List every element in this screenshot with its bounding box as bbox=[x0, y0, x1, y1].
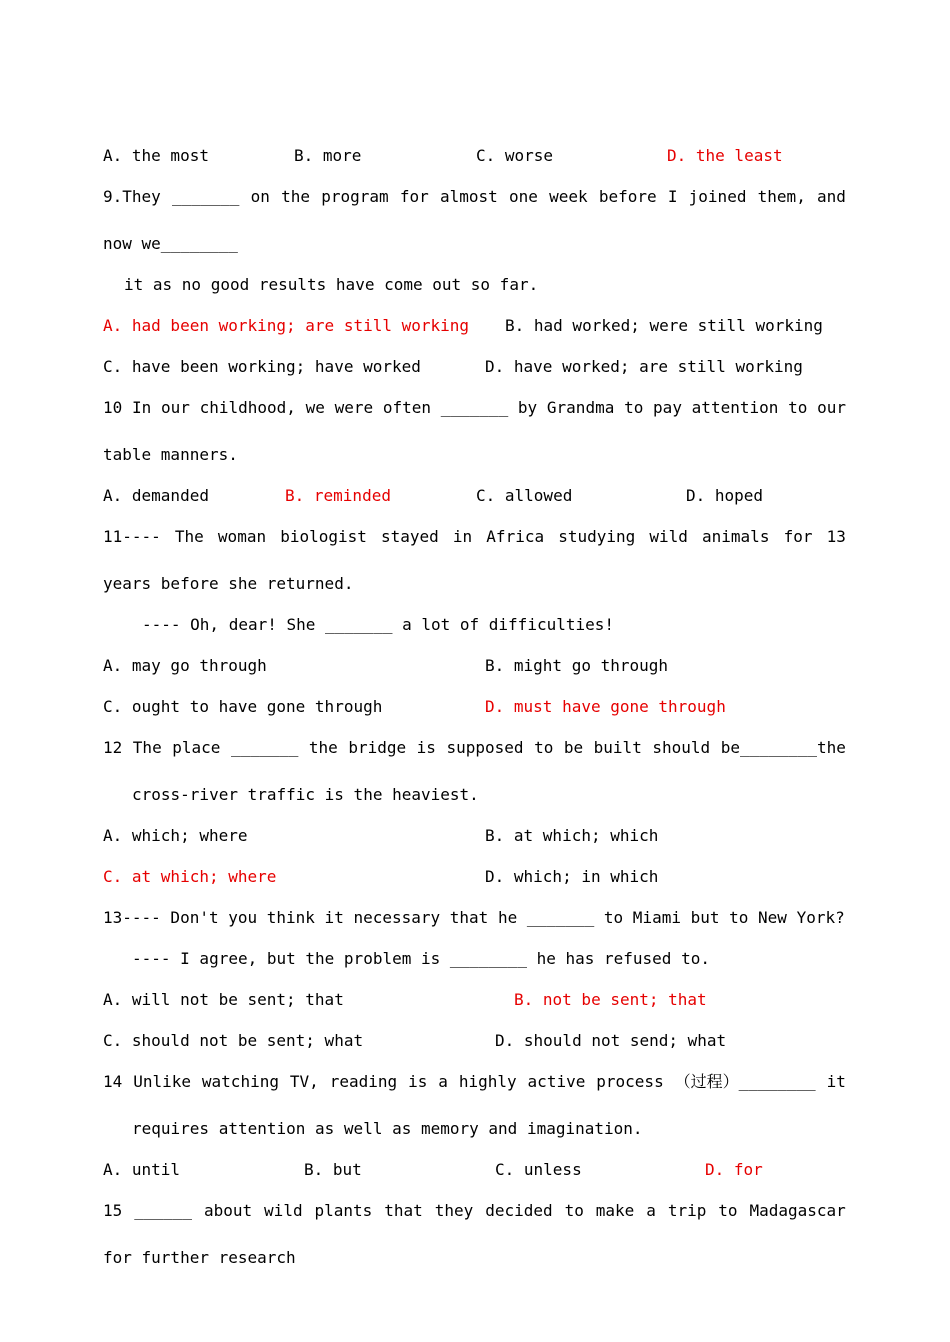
word: built bbox=[593, 738, 642, 757]
word: 14 bbox=[103, 1072, 123, 1091]
q15-question-line1 bbox=[103, 1201, 846, 1221]
q10-question-line1 bbox=[103, 398, 846, 418]
word: in bbox=[452, 527, 473, 546]
word: place bbox=[172, 738, 221, 757]
word: week bbox=[549, 187, 588, 206]
word: the bbox=[308, 738, 338, 757]
word: The bbox=[132, 738, 162, 757]
q11-question-line3: ---- Oh, dear! She _______ a lot of difficulties! bbox=[142, 615, 615, 634]
word: 13 bbox=[826, 527, 846, 546]
word: TV, bbox=[289, 1072, 319, 1091]
word: wild bbox=[264, 1201, 303, 1220]
word: our bbox=[817, 398, 846, 417]
word: is bbox=[416, 738, 436, 757]
q12-option-b: B. at which; which bbox=[485, 826, 659, 845]
q14-option-b: B. but bbox=[304, 1160, 362, 1179]
word: Unlike bbox=[133, 1072, 191, 1091]
word: Grandma bbox=[546, 398, 615, 417]
q11-option-a: A. may go through bbox=[103, 656, 267, 675]
q13-option-a: A. will not be sent; that bbox=[103, 990, 344, 1009]
word: attention bbox=[691, 398, 779, 417]
word: to bbox=[788, 398, 808, 417]
word: I bbox=[667, 187, 678, 206]
word: stayed bbox=[381, 527, 439, 546]
word: process bbox=[596, 1072, 664, 1091]
word: 15 bbox=[103, 1201, 123, 1220]
q10-option-c: C. allowed bbox=[476, 486, 573, 505]
q8-option-c: C. worse bbox=[476, 146, 554, 165]
q9-option-a-answer: A. had been working; are still working bbox=[103, 316, 470, 335]
word: be________the bbox=[720, 738, 846, 757]
q8-option-a: A. the most bbox=[103, 146, 209, 165]
word: the bbox=[281, 187, 311, 206]
word: make bbox=[595, 1201, 635, 1220]
word: Africa bbox=[486, 527, 545, 546]
word: plants bbox=[314, 1201, 373, 1220]
q11-question-line1 bbox=[103, 527, 846, 547]
q9-question-line3: it as no good results have come out so far. bbox=[124, 275, 539, 294]
word: _______ bbox=[230, 738, 299, 757]
word: watching bbox=[201, 1072, 279, 1091]
word: almost bbox=[439, 187, 498, 206]
q8-option-b: B. more bbox=[294, 146, 362, 165]
word: biologist bbox=[280, 527, 367, 546]
q13-option-c: C. should not be sent; what bbox=[103, 1031, 364, 1050]
word: childhood, bbox=[199, 398, 296, 417]
word: supposed bbox=[446, 738, 524, 757]
word: a bbox=[438, 1072, 448, 1091]
word: them, bbox=[757, 187, 806, 206]
word: to bbox=[534, 738, 554, 757]
q13-question-line2: ---- I agree, but the problem is ________ he has refused to. bbox=[132, 949, 710, 968]
word: In bbox=[131, 398, 152, 417]
q15-question-line2: for further research bbox=[103, 1248, 296, 1267]
word: our bbox=[160, 398, 190, 417]
word: joined bbox=[688, 187, 747, 206]
q14-option-a: A. until bbox=[103, 1160, 181, 1179]
word: a bbox=[646, 1201, 656, 1220]
q14-question-line1 bbox=[103, 1072, 846, 1092]
word: ______ bbox=[134, 1201, 192, 1220]
q10-option-b-answer: B. reminded bbox=[285, 486, 391, 505]
word: Madagascar bbox=[749, 1201, 846, 1220]
q14-option-c: C. unless bbox=[495, 1160, 582, 1179]
q12-question-line1 bbox=[103, 738, 846, 758]
word: _______ bbox=[172, 187, 240, 206]
word: 9.They bbox=[103, 187, 161, 206]
word: one bbox=[508, 187, 538, 206]
word: trip bbox=[667, 1201, 707, 1220]
word: pay bbox=[653, 398, 682, 417]
word: animals bbox=[702, 527, 770, 546]
word: about bbox=[203, 1201, 253, 1220]
q12-option-c-answer: C. at which; where bbox=[103, 867, 277, 886]
q14-option-d-answer: D. for bbox=[705, 1160, 763, 1179]
word: by bbox=[517, 398, 538, 417]
word: _______ bbox=[440, 398, 509, 417]
word: is bbox=[408, 1072, 428, 1091]
word: for bbox=[399, 187, 429, 206]
q12-question-line2: cross-river traffic is the heaviest. bbox=[132, 785, 479, 804]
word: be bbox=[563, 738, 584, 757]
q14-question-line2: requires attention as well as memory and imagination. bbox=[132, 1119, 643, 1138]
word: to bbox=[624, 398, 644, 417]
word: 12 bbox=[103, 738, 123, 757]
q10-question-line2: table manners. bbox=[103, 445, 238, 464]
q12-option-a: A. which; where bbox=[103, 826, 248, 845]
word: they bbox=[434, 1201, 474, 1220]
q11-option-b: B. might go through bbox=[485, 656, 669, 675]
q10-option-d: D. hoped bbox=[686, 486, 764, 505]
word: （过程）________ bbox=[674, 1072, 816, 1091]
q11-option-c: C. ought to have gone through bbox=[103, 697, 383, 716]
word: bridge bbox=[348, 738, 407, 757]
q12-option-d: D. which; in which bbox=[485, 867, 659, 886]
q9-option-b: B. had worked; were still working bbox=[505, 316, 823, 335]
word: often bbox=[382, 398, 432, 417]
word: woman bbox=[217, 527, 267, 546]
word: that bbox=[384, 1201, 423, 1220]
word: highly bbox=[458, 1072, 517, 1091]
word: The bbox=[174, 527, 204, 546]
q13-option-b-answer: B. not be sent; that bbox=[514, 990, 707, 1009]
q13-question-line1: 13---- Don't you think it necessary that he _______ to Miami but to New York? bbox=[103, 908, 845, 927]
word: active bbox=[527, 1072, 586, 1091]
word: before bbox=[598, 187, 657, 206]
word: we bbox=[305, 398, 325, 417]
word: and bbox=[817, 187, 846, 206]
q9-question-line1 bbox=[103, 187, 846, 207]
q11-question-line2: years before she returned. bbox=[103, 574, 354, 593]
word: program bbox=[321, 187, 389, 206]
word: for bbox=[783, 527, 813, 546]
word: wild bbox=[649, 527, 688, 546]
q9-option-d: D. have worked; are still working bbox=[485, 357, 803, 376]
word: 11---- bbox=[103, 527, 161, 546]
word: were bbox=[334, 398, 374, 417]
word: reading bbox=[329, 1072, 398, 1091]
q11-option-d-answer: D. must have gone through bbox=[485, 697, 726, 716]
q10-option-a: A. demanded bbox=[103, 486, 209, 505]
word: to bbox=[564, 1201, 584, 1220]
word: decided bbox=[485, 1201, 553, 1220]
q9-option-c: C. have been working; have worked bbox=[103, 357, 421, 376]
word: studying bbox=[558, 527, 636, 546]
word: it bbox=[826, 1072, 846, 1091]
word: to bbox=[718, 1201, 738, 1220]
word: on bbox=[250, 187, 270, 206]
word: 10 bbox=[103, 398, 123, 417]
word: should bbox=[652, 738, 711, 757]
q13-option-d: D. should not send; what bbox=[495, 1031, 727, 1050]
q9-question-line2: now we________ bbox=[103, 234, 238, 253]
q8-option-d-answer: D. the least bbox=[667, 146, 783, 165]
